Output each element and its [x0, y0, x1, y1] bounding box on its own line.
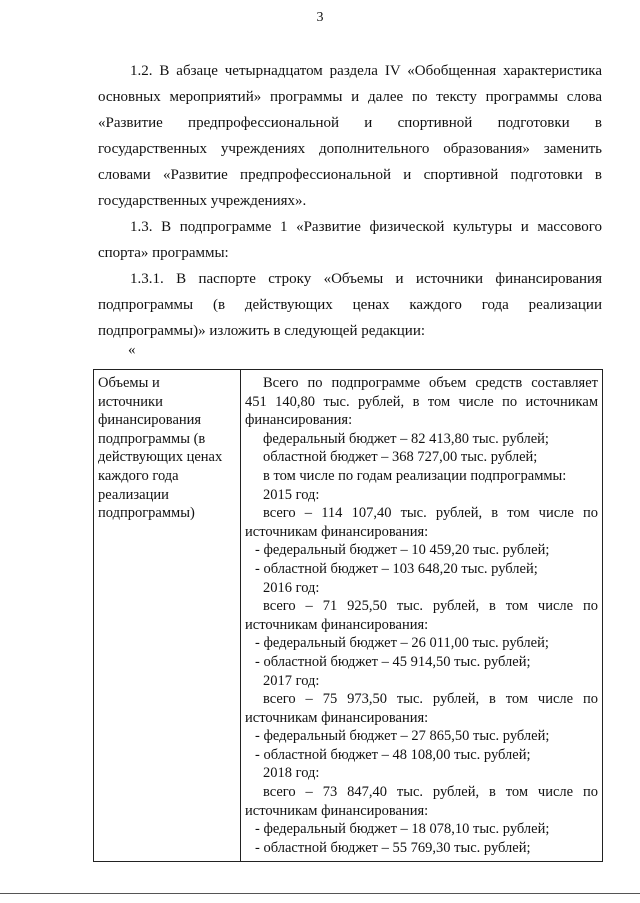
value-line: источникам финансирования:: [245, 616, 429, 633]
value-line: - областной бюджет – 103 648,20 тыс. рублей;: [255, 560, 538, 577]
label-line: каждого года: [98, 467, 179, 484]
table-row: [94, 370, 603, 862]
value-line: федеральный бюджет – 82 413,80 тыс. рублей;: [263, 430, 549, 447]
text-line: словами «Развитие предпрофессиональной и спортивной подготовки в: [98, 167, 602, 183]
value-line: областной бюджет – 368 727,00 тыс. рублей;: [263, 449, 538, 466]
text-line: подпрограммы (в действующих ценах каждого года реализации: [98, 297, 602, 313]
label-line: реализации: [98, 486, 169, 503]
label-line: финансирования: [98, 412, 202, 429]
text-line: 1.3.1. В паспорте строку «Объемы и источники финансирования: [130, 271, 602, 287]
label-line: подпрограммы (в: [98, 430, 206, 447]
text-line: 1.2. В абзаце четырнадцатом раздела IV «Обобщенная характеристика: [130, 63, 602, 79]
text-line: 1.3. В подпрограмме 1 «Развитие физической культуры и массового: [130, 219, 602, 235]
value-line: в том числе по годам реализации подпрограммы:: [263, 467, 567, 484]
text-line: государственных учреждениях дополнительного образования» заменить: [98, 141, 602, 157]
year-heading: 2016 год:: [263, 579, 320, 596]
value-line: всего – 114 107,40 тыс. рублей, в том числе по: [263, 505, 598, 522]
value-line: - федеральный бюджет – 26 011,00 тыс. рублей;: [255, 635, 549, 652]
label-line: Объемы и: [98, 375, 160, 391]
value-line: - федеральный бюджет – 18 078,10 тыс. рублей;: [255, 821, 550, 838]
financing-table: [93, 369, 603, 862]
text-line: основных мероприятий» программы и далее по тексту программы слова: [98, 89, 602, 105]
text-line: «Развитие предпрофессиональной и спортивной подготовки в: [98, 115, 602, 131]
value-line: финансирования:: [245, 412, 353, 429]
page-number: 3: [316, 10, 324, 25]
value-line: - федеральный бюджет – 10 459,20 тыс. рублей;: [255, 542, 550, 559]
label-line: источники: [98, 393, 163, 410]
opening-quote: «: [128, 342, 136, 358]
year-heading: 2015 год:: [263, 486, 320, 503]
value-line: всего – 73 847,40 тыс. рублей, в том числе по: [263, 784, 598, 801]
text-line: спорта» программы:: [98, 245, 229, 261]
value-line: источникам финансирования:: [245, 709, 429, 726]
value-line: - областной бюджет – 48 108,00 тыс. рублей;: [255, 746, 531, 763]
value-line: 451 140,80 тыс. рублей, в том числе по источникам: [245, 393, 598, 410]
value-line: всего – 71 925,50 тыс. рублей, в том числе по: [263, 598, 598, 615]
paragraph-1-3: [98, 214, 602, 266]
value-line: - областной бюджет – 55 769,30 тыс. рублей;: [255, 839, 531, 856]
text-line: государственных учреждениях».: [98, 193, 307, 209]
label-line: действующих ценах: [98, 449, 223, 466]
label-line: подпрограммы): [98, 505, 195, 522]
paragraph-1-2: [98, 58, 602, 214]
year-heading: 2018 год:: [263, 765, 320, 782]
value-line: Всего по подпрограмме объем средств составляет: [263, 375, 598, 391]
row-label-cell: [94, 370, 241, 862]
value-line: - федеральный бюджет – 27 865,50 тыс. рублей;: [255, 728, 550, 745]
row-value-cell: [241, 370, 603, 862]
page-bottom-rule: [0, 893, 640, 894]
value-line: источникам финансирования:: [245, 523, 429, 540]
year-heading: 2017 год:: [263, 672, 320, 689]
paragraph-1-3-1: [98, 266, 602, 344]
value-line: источникам финансирования:: [245, 802, 429, 819]
value-line: - областной бюджет – 45 914,50 тыс. рублей;: [255, 653, 531, 670]
text-line: подпрограммы)» изложить в следующей редакции:: [98, 323, 426, 339]
value-line: всего – 75 973,50 тыс. рублей, в том числе по: [263, 691, 598, 708]
